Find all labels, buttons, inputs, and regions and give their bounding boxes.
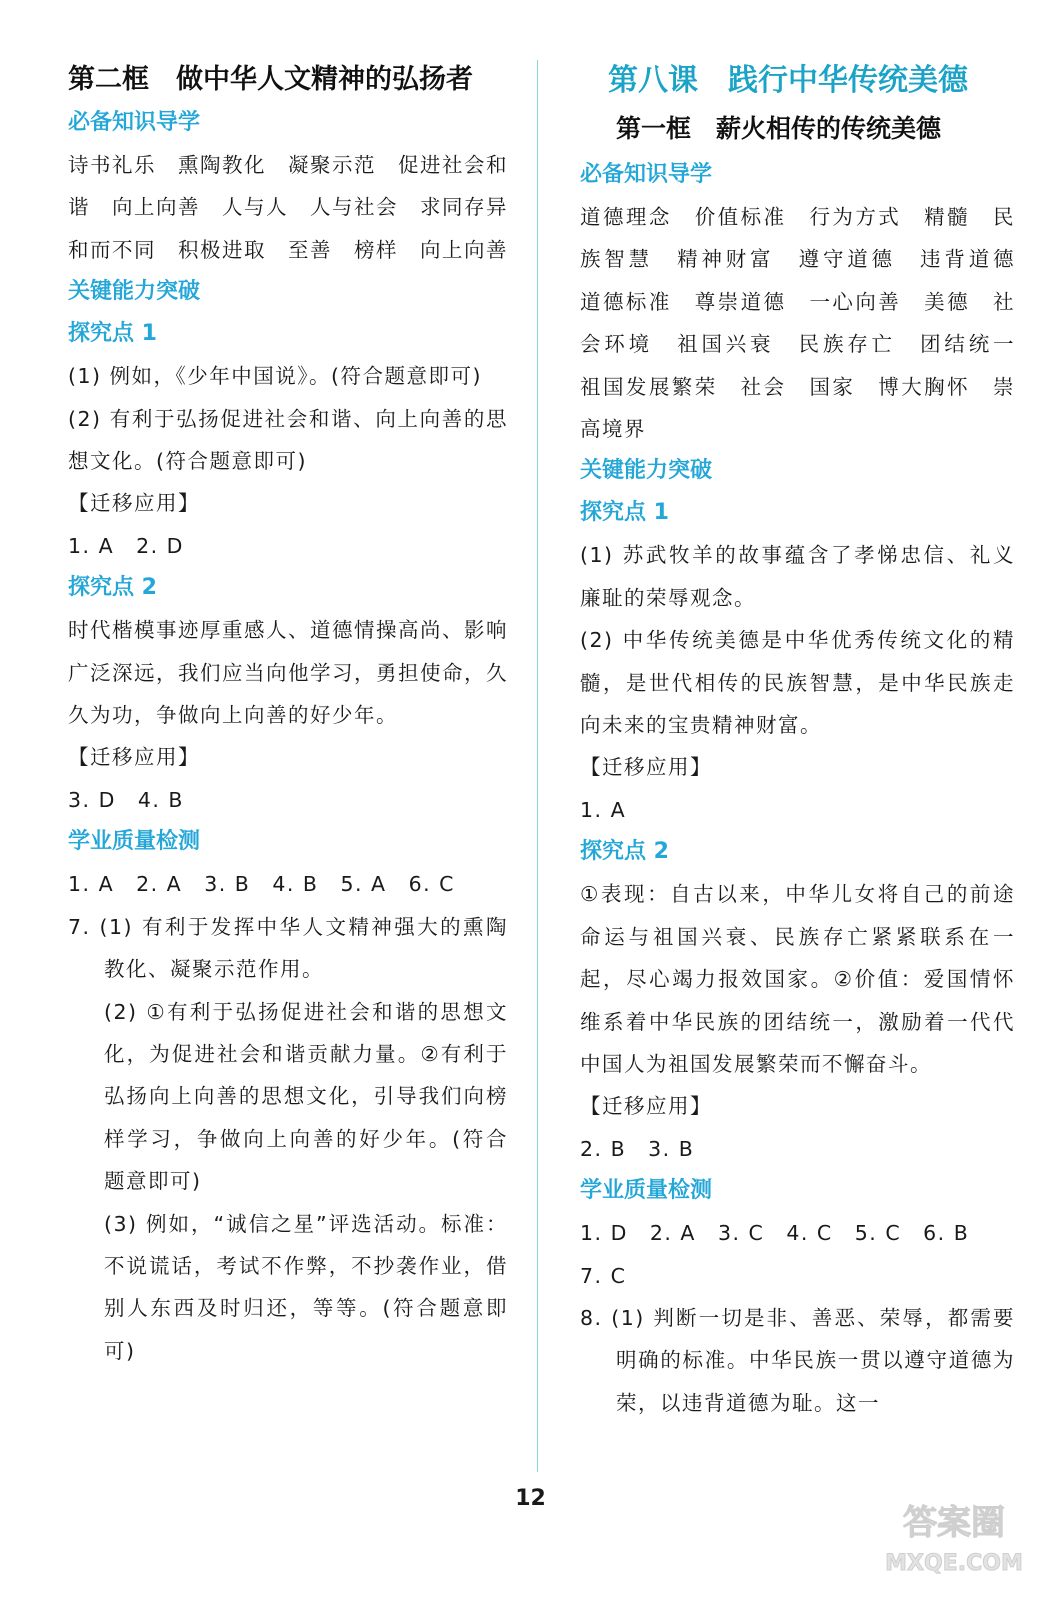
column-divider [537,60,538,1472]
right-lesson-title: 第八课 践行中华传统美德 [608,63,968,98]
right-inquiry1-answer1: (1) 苏武牧羊的故事蕴含了孝悌忠信、礼义廉耻的荣辱观念。 [580,543,1015,610]
right-section-title: 第一框 薪火相传的传统美德 [616,114,942,143]
left-q7-part2: (2) ①有利于弘扬促进社会和谐的思想文化，为促进社会和谐贡献力量。②有利于弘扬向上向善的思想文化，引导我们向榜样学习，争做向上向善的好少年。(符合题意即可) [104,999,508,1194]
right-transfer1-heading: 【迁移应用】 [580,755,712,780]
left-inquiry2-heading: 探究点 2 [68,575,157,601]
left-inquiry1-heading: 探究点 1 [68,321,157,347]
right-ability-heading: 关键能力突破 [580,458,713,484]
left-q7-part1: 7. (1) 有利于发挥中华人文精神强大的熏陶教化、凝聚示范作用。 [68,914,508,982]
right-inquiry2-heading: 探究点 2 [580,839,669,865]
left-transfer2-answers: 3. D 4. B [68,787,184,812]
watermark-text-cn: 答案圈 [903,1503,1005,1543]
right-q8-part1: 8. (1) 判断一切是非、善恶、荣辱，都需要明确的标准。中华民族一贯以遵守道德为荣，以违背道德为耻。这一 [580,1305,1015,1415]
left-transfer2-heading: 【迁移应用】 [68,745,200,770]
left-inquiry1-answer1: (1) 例如，《少年中国说》。(符合题意即可) [68,364,483,389]
right-inquiry1-answer2: (2) 中华传统美德是中华优秀传统文化的精髓，是世代相传的民族智慧，是中华民族走向未来的宝贵精神财富。 [580,628,1015,738]
right-inquiry1-heading: 探究点 1 [580,500,669,526]
right-quality-heading: 学业质量检测 [580,1178,713,1204]
watermark-text-url: MXQE.COM [885,1551,1023,1576]
right-knowledge-heading: 必备知识导学 [580,162,713,187]
left-quality-heading: 学业质量检测 [68,829,201,855]
left-transfer1-answers: 1. A 2. D [68,533,184,558]
right-column [580,58,1037,1424]
left-ability-heading: 关键能力突破 [68,279,201,305]
left-transfer1-heading: 【迁移应用】 [68,491,200,516]
left-column [68,58,530,1372]
right-inquiry2-answer: ①表现：自古以来，中华儿女将自己的前途命运与祖国兴衰、民族存亡紧紧联系在一起，尽心竭力报效国家。②价值：爱国情怀维系着中华民族的团结统一，激励着一代代中国人为祖国发展繁荣而不懈奋斗。 [580,882,1015,1076]
left-inquiry1-answer2: (2) 有利于弘扬促进社会和谐、向上向善的思想文化。(符合题意即可) [68,406,508,474]
left-knowledge-keywords: 诗书礼乐 熏陶教化 凝聚示范 促进社会和谐 向上向善 人与人 人与社会 求同存异 和而不同 积极进取 至善 榜样 向上向善 [68,153,530,262]
left-section-title: 第二框 做中华人文精神的弘扬者 [68,64,473,95]
right-knowledge-keywords: 道德理念 价值标准 行为方式 精髓 民族智慧 精神财富 遵守道德 违背道德 道德标准 尊崇道德 一心向善 美德 社会环境 祖国兴衰 民族存亡 团结统一 祖国发展繁荣 社会 国家 博大胸怀 崇高境界 [580,205,1037,442]
left-knowledge-heading: 必备知识导学 [68,110,201,135]
left-quality-answers: 1. A 2. A 3. B 4. B 5. A 6. C [68,872,455,897]
right-transfer2-answers: 2. B 3. B [580,1136,695,1161]
left-inquiry2-answer: 时代楷模事迹厚重感人、道德情操高尚、影响广泛深远，我们应当向他学习，勇担使命，久久为功，争做向上向善的好少年。 [68,618,508,728]
page-number: 12 [515,1486,546,1511]
right-quality-answers: 1. D 2. A 3. C 4. C 5. C 6. B [580,1221,970,1246]
right-q7-answer: 7. C [580,1263,627,1288]
right-transfer2-heading: 【迁移应用】 [580,1094,712,1119]
watermark-logo [879,1482,1029,1582]
left-q7-part3: (3) 例如，“诚信之星”评选活动。标准：不说谎话，考试不作弊，不抄袭作业，借别人东西及时归还，等等。(符合题意即可) [104,1211,508,1363]
right-transfer1-answers: 1. A [580,797,627,822]
